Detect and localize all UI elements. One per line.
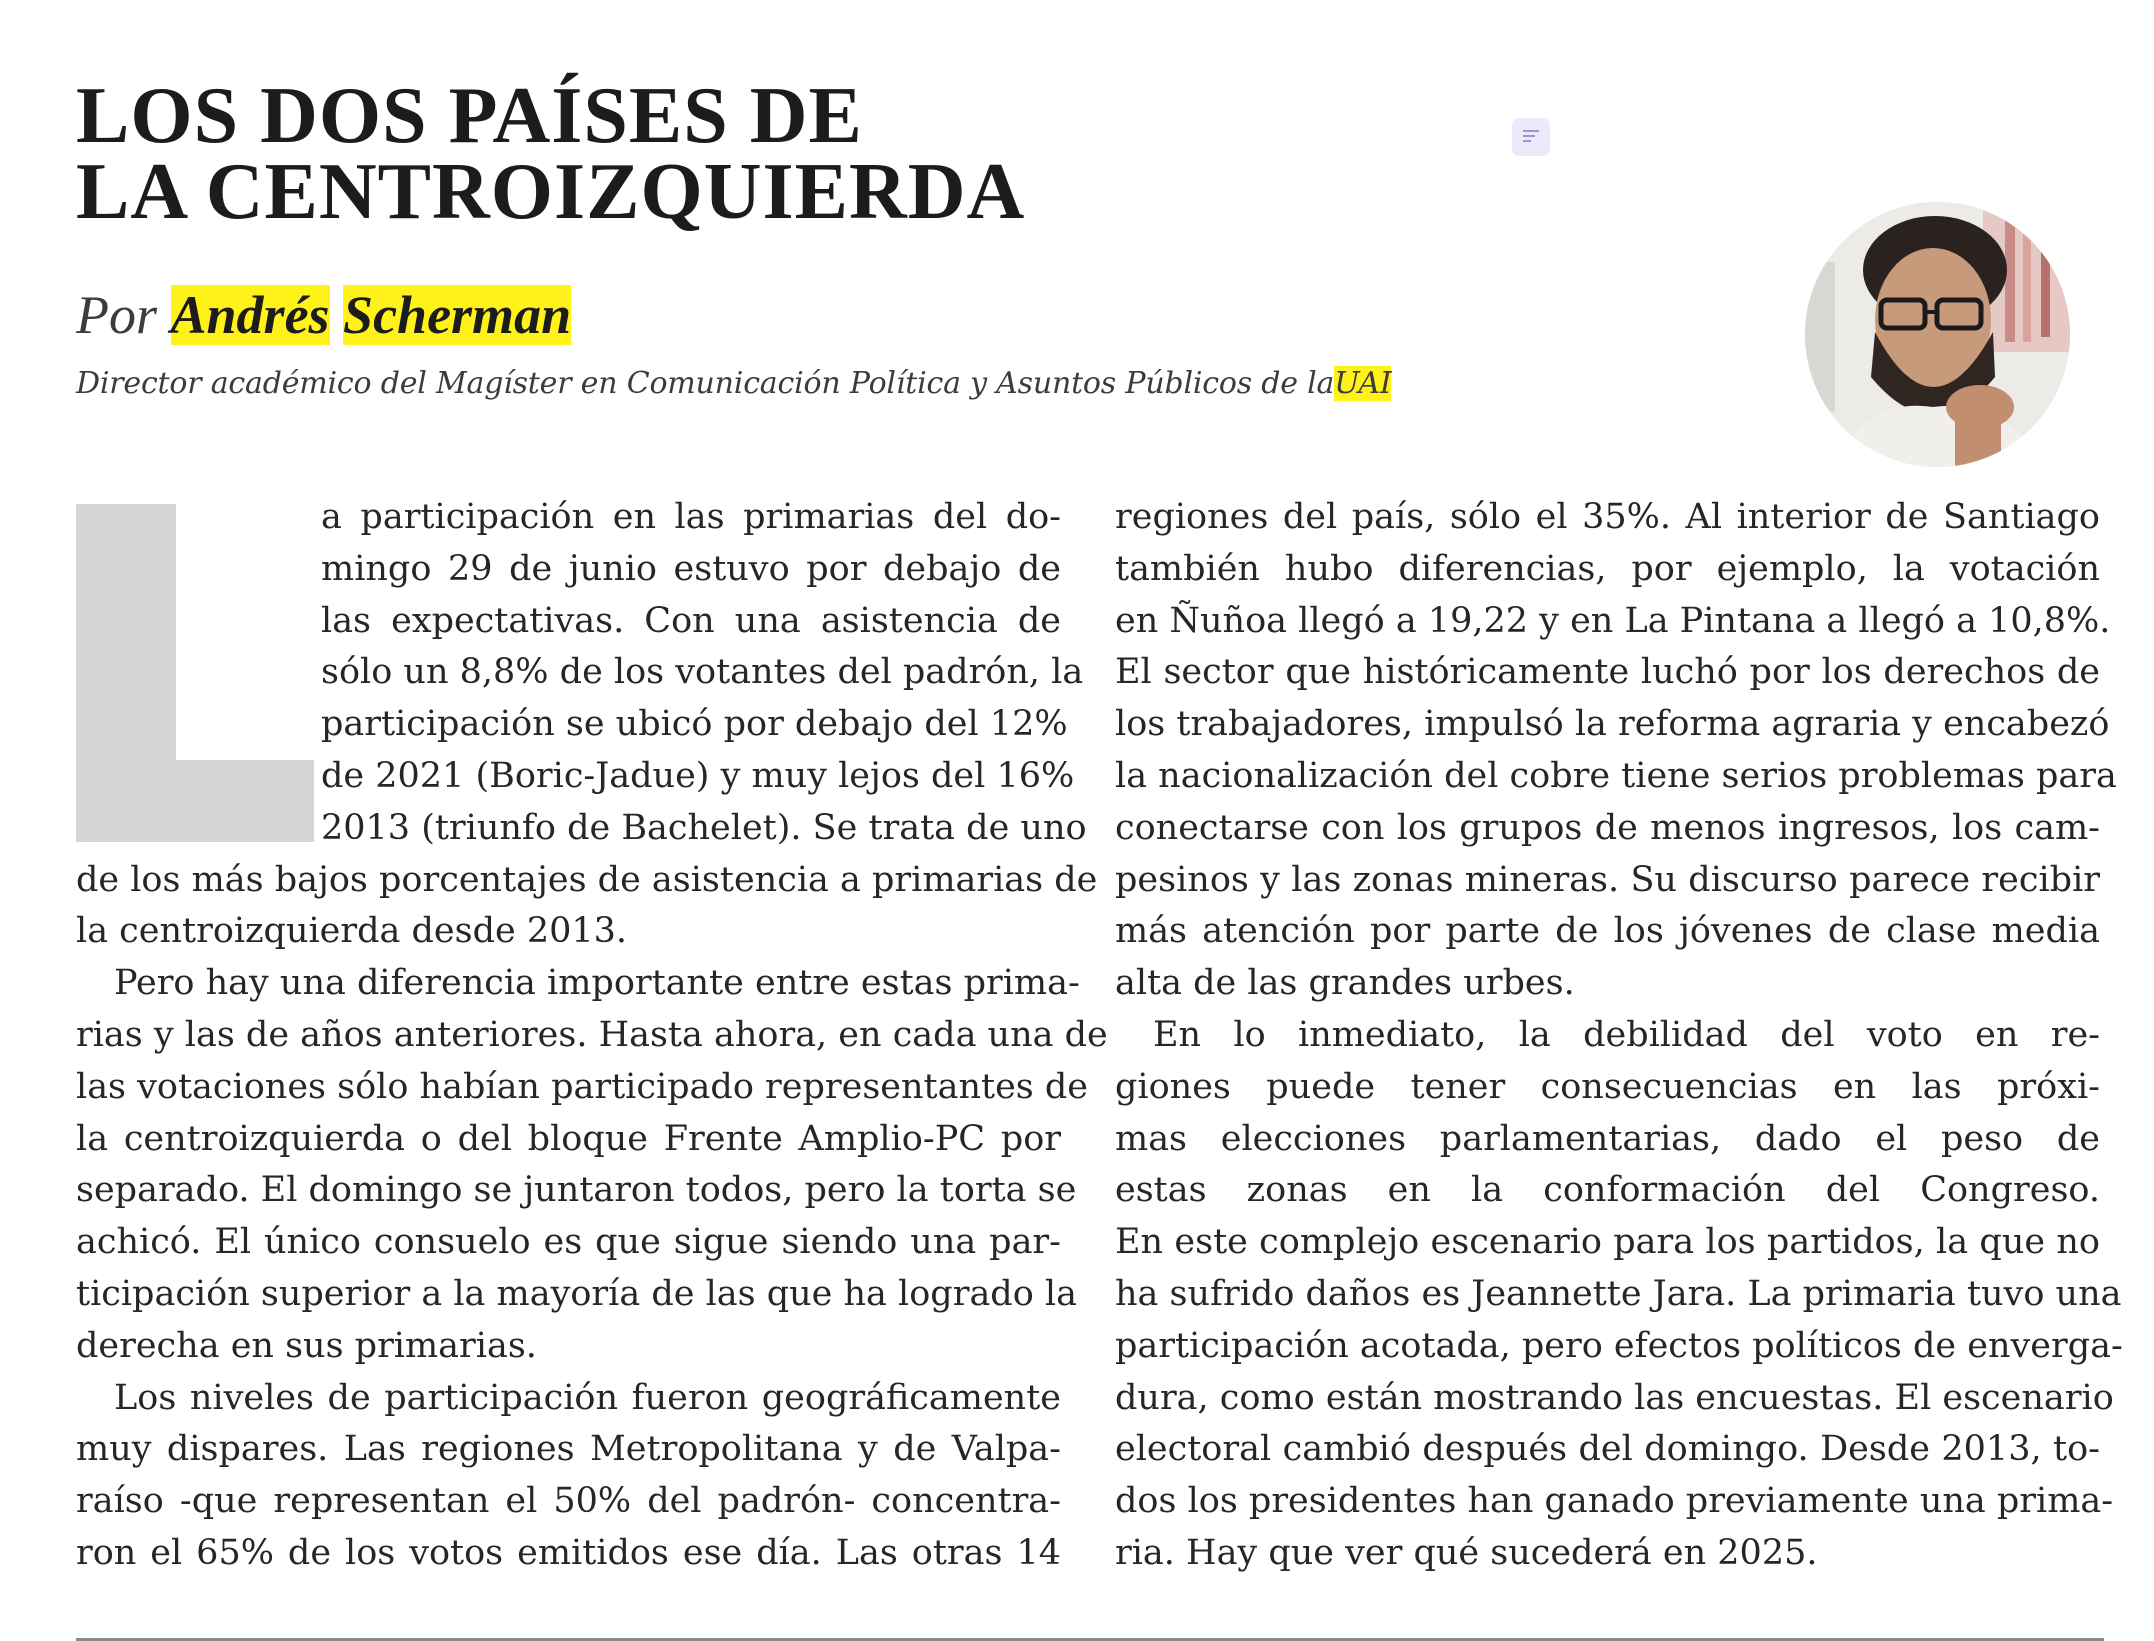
body-line: los trabajadores, impulsó la reforma agraria y encabezó — [1115, 704, 2110, 745]
body-line: alta de las grandes urbes. — [1115, 963, 1575, 1004]
author-role-text: Director académico del Magíster en Comunicación Política y Asuntos Públicos de la — [76, 366, 1335, 401]
body-line: rias y las de años anteriores. Hasta ahora, en cada una de — [76, 1014, 1108, 1055]
body-line: ticipación superior a la mayoría de las que ha logrado la — [76, 1273, 1077, 1314]
title-line-1: LOS DOS PAÍSES DE — [76, 72, 863, 160]
author-photo — [1805, 202, 2070, 467]
body-line: dura, como están mostrando las encuestas. El escenario — [1115, 1377, 2114, 1418]
article-column-1 — [76, 492, 1108, 1580]
body-line: ha sufrido daños es Jeannette Jara. La primaria tuvo una — [1115, 1273, 2122, 1314]
body-line: pesinos y las zonas mineras. Su discurso parece recibir — [1115, 859, 2100, 900]
body-line: muy dispares. Las regiones Metropolitana y de Valpa- — [76, 1429, 1061, 1470]
body-line: también hubo diferencias, por ejemplo, la votación — [1115, 548, 2100, 589]
body-line: en Ñuñoa llegó a 19,22 y en La Pintana a llegó a 10,8%. — [1115, 600, 2111, 641]
author-portrait-icon — [1805, 202, 2070, 467]
byline — [76, 282, 571, 348]
body-line: En lo inmediato, la debilidad del voto en re- — [1153, 1014, 2100, 1055]
author-name — [171, 285, 572, 345]
body-line: la nacionalización del cobre tiene serios problemas para — [1115, 755, 2117, 796]
body-line: ria. Hay que ver qué sucederá en 2025. — [1115, 1532, 1818, 1573]
author-last-name: Scherman — [343, 285, 572, 345]
author-first-name: Andrés — [170, 285, 330, 345]
body-line: más atención por parte de los jóvenes de clase media — [1115, 911, 2100, 952]
body-line: ron el 65% de los votos emitidos ese día. Las otras 14 — [76, 1532, 1061, 1573]
body-line: separado. El domingo se juntaron todos, pero la torta se — [76, 1170, 1077, 1211]
body-line: participación se ubicó por debajo del 12% — [321, 704, 1068, 745]
body-line: la centroizquierda desde 2013. — [76, 911, 628, 952]
body-line: de los más bajos porcentajes de asistencia a primarias de — [76, 859, 1098, 900]
article-column-2 — [1115, 492, 2123, 1580]
body-line: dos los presidentes han ganado previamente una prima- — [1115, 1481, 2114, 1522]
title-line-2: LA CENTROIZQUIERDA — [76, 148, 1026, 236]
note-icon[interactable] — [1512, 118, 1550, 156]
body-line: derecha en sus primarias. — [76, 1325, 537, 1366]
body-line: Pero hay una diferencia importante entre estas prima- — [114, 963, 1080, 1004]
article-title — [76, 72, 1376, 236]
body-line: participación acotada, pero efectos políticos de enverga- — [1115, 1325, 2123, 1366]
body-line: sólo un 8,8% de los votantes del padrón, la — [321, 652, 1084, 693]
body-line: regiones del país, sólo el 35%. Al interior de Santiago — [1115, 497, 2100, 537]
author-institution: UAI — [1334, 366, 1392, 401]
body-line: la centroizquierda o del bloque Frente Amplio-PC por — [76, 1118, 1061, 1159]
body-line: achicó. El único consuelo es que sigue siendo una par- — [76, 1222, 1061, 1263]
body-line: las votaciones sólo habían participado representantes de — [76, 1066, 1088, 1107]
body-line: mingo 29 de junio estuvo por debajo de — [321, 548, 1061, 589]
body-line: El sector que históricamente luchó por los derechos de — [1115, 652, 2100, 693]
body-line: giones puede tener consecuencias en las próxi- — [1115, 1066, 2100, 1107]
body-line: de 2021 (Boric-Jadue) y muy lejos del 16% — [321, 755, 1075, 796]
body-line: las expectativas. Con una asistencia de — [321, 600, 1061, 641]
author-role — [76, 362, 1391, 406]
body-line: 2013 (triunfo de Bachelet). Se trata de uno — [321, 807, 1087, 848]
body-line: mas elecciones parlamentarias, dado el peso de — [1115, 1118, 2100, 1159]
body-line: estas zonas en la conformación del Congreso. — [1115, 1170, 2100, 1211]
body-line: a participación en las primarias del do- — [321, 497, 1061, 537]
body-line: En este complejo escenario para los partidos, la que no — [1115, 1222, 2100, 1263]
body-line: Los niveles de participación fueron geográficamente — [114, 1377, 1061, 1418]
body-line: raíso -que representan el 50% del padrón- concentra- — [76, 1481, 1061, 1522]
body-line: electoral cambió después del domingo. Desde 2013, to- — [1115, 1429, 2100, 1470]
body-line: conectarse con los grupos de menos ingresos, los cam- — [1115, 807, 2100, 848]
byline-prefix: Por — [76, 285, 157, 345]
